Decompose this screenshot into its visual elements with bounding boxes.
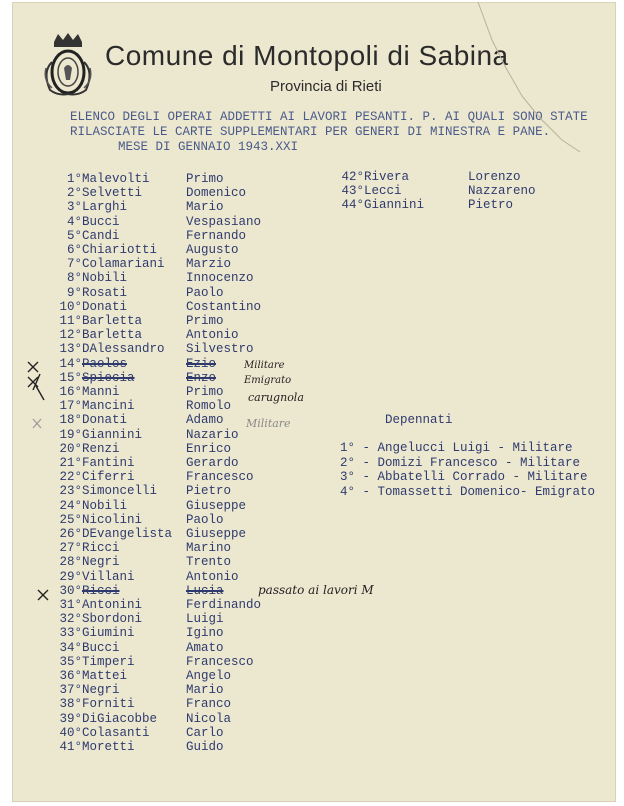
workers-list — [48, 172, 338, 762]
worker-first-name: Adamo — [186, 413, 224, 428]
worker-surname: Manni — [82, 385, 120, 399]
document-heading — [70, 110, 590, 155]
workers-list-continued — [330, 170, 590, 220]
worker-surname: Rivera — [364, 170, 410, 184]
worker-row — [48, 712, 338, 726]
worker-first-name: Romolo — [186, 399, 232, 414]
depennati-title: Depennati — [385, 413, 453, 427]
worker-row — [330, 170, 590, 184]
worker-row — [48, 456, 338, 470]
worker-row — [48, 655, 338, 669]
worker-number: 8° — [66, 271, 82, 286]
worker-surname: Paolos — [82, 356, 128, 371]
worker-first-name: Franco — [186, 697, 232, 712]
worker-row — [48, 271, 338, 285]
worker-number: 9° — [66, 285, 82, 300]
depennati-item: 2° - Domizi Francesco - Militare — [340, 456, 581, 470]
worker-first-name: Francesco — [186, 654, 254, 669]
worker-row — [48, 186, 338, 200]
worker-row — [48, 499, 338, 513]
worker-row — [48, 470, 338, 484]
worker-row — [48, 641, 338, 655]
worker-first-name: Giuseppe — [186, 498, 247, 513]
worker-number: 12° — [59, 328, 82, 343]
worker-surname: Nobili — [82, 271, 128, 286]
worker-number: 16° — [59, 385, 82, 399]
worker-first-name: Lucia — [186, 583, 224, 598]
handwritten-note: passato ai lavori M — [258, 583, 374, 597]
worker-surname: Barletta — [82, 328, 143, 343]
worker-first-name: Enzo — [186, 370, 217, 385]
worker-surname: Timperi — [82, 654, 135, 669]
worker-surname: Giannini — [82, 427, 143, 442]
worker-number: 34° — [59, 640, 82, 655]
worker-row — [48, 669, 338, 683]
depennati-item: 1° - Angelucci Luigi - Militare — [340, 441, 573, 455]
worker-row — [48, 300, 338, 314]
worker-row — [48, 513, 338, 527]
worker-surname: Ricci — [82, 583, 120, 598]
worker-number: 37° — [59, 683, 82, 698]
worker-row — [48, 555, 338, 569]
worker-surname: Nicolini — [82, 512, 143, 527]
worker-number: 10° — [59, 299, 82, 314]
worker-first-name: Carlo — [186, 725, 224, 740]
worker-first-name: Nazzareno — [468, 184, 536, 199]
worker-surname: Mattei — [82, 669, 128, 683]
worker-row — [48, 357, 338, 371]
worker-first-name: Paolo — [186, 512, 224, 527]
worker-first-name: Augusto — [186, 243, 239, 257]
worker-number: 4° — [66, 214, 82, 229]
worker-surname: Lecci — [364, 184, 402, 199]
handwritten-note: carugnola — [248, 391, 304, 404]
depennati-item: 3° - Abbatelli Corrado - Militare — [340, 470, 588, 484]
worker-first-name: Ferdinando — [186, 598, 262, 612]
worker-surname: Ricci — [82, 541, 120, 556]
worker-number: 13° — [59, 342, 82, 357]
worker-first-name: Nicola — [186, 711, 232, 726]
worker-row — [48, 314, 338, 328]
worker-number: 17° — [59, 399, 82, 414]
worker-row — [48, 726, 338, 740]
worker-row — [48, 428, 338, 442]
worker-first-name: Antonio — [186, 328, 239, 343]
worker-number: 14° — [59, 356, 82, 371]
worker-first-name: Primo — [186, 172, 224, 186]
worker-row — [48, 484, 338, 498]
worker-number: 6° — [66, 243, 82, 257]
municipality-title: Comune di Montopoli di Sabina — [105, 40, 509, 71]
worker-first-name: Amato — [186, 640, 224, 655]
worker-number: 1° — [66, 172, 82, 186]
heading-line-2: RILASCIATE LE CARTE SUPPLEMENTARI PER GENERI DI MINESTRA E PANE. — [70, 125, 551, 139]
worker-first-name: Luigi — [186, 612, 224, 627]
worker-surname: Sbordoni — [82, 612, 143, 627]
worker-first-name: Francesco — [186, 470, 254, 485]
worker-number: 24° — [59, 498, 82, 513]
worker-number: 2° — [66, 186, 82, 201]
worker-first-name: Innocenzo — [186, 271, 254, 286]
province-subtitle: Provincia di Rieti — [270, 78, 382, 95]
worker-row — [48, 229, 338, 243]
worker-number: 31° — [59, 598, 82, 612]
handwritten-note: Militare — [246, 417, 291, 430]
worker-surname: Giumini — [82, 626, 135, 641]
worker-first-name: Silvestro — [186, 342, 254, 357]
worker-row — [48, 328, 338, 342]
worker-surname: Forniti — [82, 697, 135, 712]
worker-number: 20° — [59, 441, 82, 456]
worker-first-name: Guido — [186, 740, 224, 754]
worker-number: 26° — [59, 527, 82, 541]
worker-number: 15° — [59, 370, 82, 385]
worker-number: 44° — [341, 198, 364, 213]
worker-number: 18° — [59, 413, 82, 428]
worker-number: 40° — [59, 725, 82, 740]
worker-first-name: Marino — [186, 541, 232, 556]
worker-number: 30° — [59, 583, 82, 598]
worker-number: 19° — [59, 427, 82, 442]
worker-surname: Spiecia — [82, 370, 135, 385]
worker-number: 39° — [59, 711, 82, 726]
worker-row — [48, 740, 338, 754]
worker-first-name: Mario — [186, 200, 224, 215]
worker-first-name: Nazario — [186, 427, 239, 442]
worker-surname: DAlessandro — [82, 342, 165, 357]
worker-number: 41° — [59, 740, 82, 754]
worker-surname: Moretti — [82, 740, 135, 754]
worker-first-name: Antonio — [186, 569, 239, 584]
worker-row — [48, 215, 338, 229]
worker-surname: Ciferri — [82, 470, 135, 485]
worker-number: 35° — [59, 654, 82, 669]
worker-surname: Colasanti — [82, 725, 150, 740]
worker-number: 7° — [66, 257, 82, 272]
worker-surname: Nobili — [82, 498, 128, 513]
depennati-item: 4° - Tomassetti Domenico- Emigrato — [340, 485, 596, 499]
worker-row — [48, 442, 338, 456]
worker-row — [48, 697, 338, 711]
worker-surname: Bucci — [82, 214, 120, 229]
worker-first-name: Pietro — [186, 484, 232, 499]
worker-first-name: Angelo — [186, 669, 232, 683]
worker-row — [48, 200, 338, 214]
worker-first-name: Ezio — [186, 356, 217, 371]
worker-number: 36° — [59, 669, 82, 683]
worker-row — [330, 184, 590, 198]
worker-number: 3° — [66, 200, 82, 215]
coat-of-arms-icon — [40, 32, 96, 98]
worker-surname: DEvangelista — [82, 527, 173, 541]
worker-surname: Barletta — [82, 314, 143, 328]
worker-row — [330, 198, 590, 212]
worker-surname: Bucci — [82, 640, 120, 655]
worker-surname: Candi — [82, 228, 120, 243]
worker-first-name: Paolo — [186, 285, 224, 300]
worker-surname: Negri — [82, 555, 120, 570]
worker-surname: Villani — [82, 569, 135, 584]
worker-first-name: Costantino — [186, 299, 262, 314]
worker-first-name: Primo — [186, 385, 224, 399]
heading-line-3: MESE DI GENNAIO 1943.XXI — [118, 140, 299, 154]
worker-surname: Malevolti — [82, 172, 150, 186]
worker-row — [48, 286, 338, 300]
worker-first-name: Fernando — [186, 228, 247, 243]
worker-number: 43° — [341, 184, 364, 199]
heading-line-1: ELENCO DEGLI OPERAI ADDETTI AI LAVORI PESANTI. P. AI QUALI SONO STATE — [70, 110, 588, 124]
worker-first-name: Marzio — [186, 257, 232, 272]
worker-number: 5° — [66, 228, 82, 243]
worker-surname: Donati — [82, 299, 128, 314]
worker-number: 21° — [59, 456, 82, 470]
worker-surname: Antonini — [82, 598, 143, 612]
worker-row — [48, 541, 338, 555]
worker-first-name: Mario — [186, 683, 224, 698]
worker-first-name: Giuseppe — [186, 527, 247, 541]
worker-surname: Mancini — [82, 399, 135, 414]
worker-surname: Negri — [82, 683, 120, 698]
worker-surname: Chiariotti — [82, 243, 158, 257]
worker-row — [48, 413, 338, 427]
worker-row — [48, 683, 338, 697]
worker-first-name: Primo — [186, 314, 224, 328]
worker-number: 32° — [59, 612, 82, 627]
handwritten-note: Emigrato — [244, 375, 292, 386]
worker-first-name: Trento — [186, 555, 232, 570]
worker-row — [48, 342, 338, 356]
worker-number: 27° — [59, 541, 82, 556]
worker-surname: Simoncelli — [82, 484, 158, 499]
worker-first-name: Vespasiano — [186, 214, 262, 229]
worker-row — [48, 243, 338, 257]
worker-surname: Colamariani — [82, 257, 165, 272]
worker-number: 23° — [59, 484, 82, 499]
worker-number: 11° — [59, 314, 82, 328]
worker-first-name: Enrico — [186, 441, 232, 456]
worker-row — [48, 172, 338, 186]
worker-row — [48, 371, 338, 385]
worker-surname: Selvetti — [82, 186, 143, 201]
worker-surname: Larghi — [82, 200, 128, 215]
worker-surname: DiGiacobbe — [82, 711, 158, 726]
worker-number: 38° — [59, 697, 82, 712]
worker-first-name: Domenico — [186, 186, 247, 201]
worker-row — [48, 257, 338, 271]
worker-first-name: Gerardo — [186, 456, 239, 470]
handwritten-note: Militare — [244, 360, 285, 371]
worker-number: 22° — [59, 470, 82, 485]
worker-row — [48, 626, 338, 640]
worker-row — [48, 527, 338, 541]
worker-first-name: Pietro — [468, 198, 514, 213]
worker-number: 29° — [59, 569, 82, 584]
worker-row — [48, 570, 338, 584]
worker-number: 33° — [59, 626, 82, 641]
worker-number: 25° — [59, 512, 82, 527]
worker-row — [48, 598, 338, 612]
worker-first-name: Lorenzo — [468, 170, 521, 184]
worker-surname: Giannini — [364, 198, 425, 213]
worker-row — [48, 612, 338, 626]
worker-first-name: Igino — [186, 626, 224, 641]
worker-surname: Fantini — [82, 456, 135, 470]
worker-number: 42° — [341, 170, 364, 184]
worker-number: 28° — [59, 555, 82, 570]
worker-surname: Donati — [82, 413, 128, 428]
worker-surname: Renzi — [82, 441, 120, 456]
worker-surname: Rosati — [82, 285, 128, 300]
